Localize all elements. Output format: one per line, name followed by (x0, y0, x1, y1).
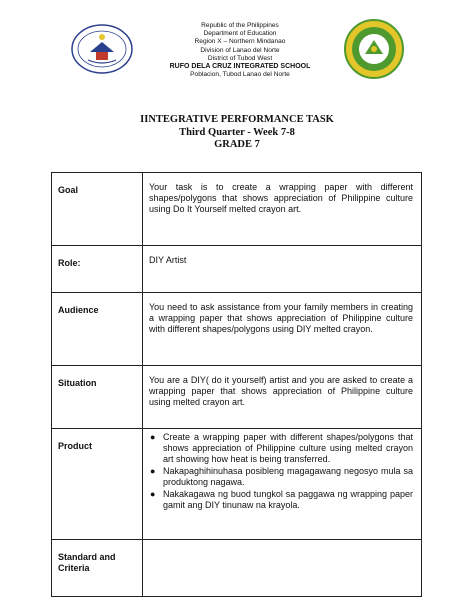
audience-text: You need to ask assistance from your family members in creating a wrapping paper that shows appreciation of Philippine culture with different shapes/polygons using DIY melted crayon. (143, 293, 422, 366)
title-task: IINTEGRATIVE PERFORMANCE TASK (140, 114, 334, 125)
product-item (150, 466, 413, 488)
product-item-text: Nakapaghihinuhasa posibleng magagawang negosyo mula sa produktong nagawa. (163, 466, 413, 487)
audience-label: Audience (52, 293, 143, 366)
role-text: DIY Artist (143, 246, 422, 293)
table-row-goal (52, 173, 422, 246)
goal-label: Goal (52, 173, 143, 246)
standard-label: Standard and Criteria (52, 540, 143, 597)
performance-task-table (51, 172, 422, 597)
header-republic: Republic of the Philippines (201, 22, 279, 29)
table-row-role (52, 246, 422, 293)
table-row-situation (52, 366, 422, 429)
product-list (149, 432, 413, 511)
bullet-icon: ● (150, 466, 156, 476)
title-grade: GRADE 7 (214, 139, 260, 150)
product-item (150, 489, 413, 511)
situation-text: You are a DIY( do it yourself) artist and you are asked to create a wrapping paper that shows appreciation of Philippine culture using melted crayon art. (143, 366, 422, 429)
deped-seal-logo (70, 22, 134, 76)
standard-text (143, 540, 422, 597)
goal-text: Your task is to create a wrapping paper with different shapes/polygons that shows appreciation of Philippine culture using Do It Yourself melted crayon art. (143, 173, 422, 246)
school-seal-logo (343, 18, 405, 80)
document-title (0, 114, 474, 152)
table-row-product (52, 429, 422, 540)
header-district: District of Tubod West (207, 54, 273, 62)
product-label: Product (52, 429, 143, 540)
situation-label: Situation (52, 366, 143, 429)
title-quarter: Third Quarter - Week 7-8 (179, 126, 295, 138)
header-region: Region X – Northern Mindanao (194, 38, 286, 46)
role-label: Role: (52, 246, 143, 293)
header-address: Poblacion, Tubod Lanao del Norte (190, 71, 290, 79)
header-school-name: RUFO DELA CRUZ INTEGRATED SCHOOL (169, 63, 311, 71)
product-item-text: Create a wrapping paper with different shapes/polygons that shows appreciation of Philippine culture using melted crayon art showing how heat is being transferred. (163, 432, 413, 464)
product-item-text: Nakakagawa ng buod tungkol sa paggawa ng wrapping paper gamit ang DIY tinunaw na krayola. (163, 489, 413, 510)
product-content (143, 429, 422, 540)
table-row-standard (52, 540, 422, 597)
bullet-icon: ● (150, 432, 156, 442)
product-item (150, 432, 413, 465)
school-header (140, 22, 340, 79)
header-department: Department of Education (203, 30, 277, 38)
table-row-audience (52, 293, 422, 366)
bullet-icon: ● (150, 489, 156, 499)
header-division: Division of Lanao del Norte (200, 46, 280, 54)
